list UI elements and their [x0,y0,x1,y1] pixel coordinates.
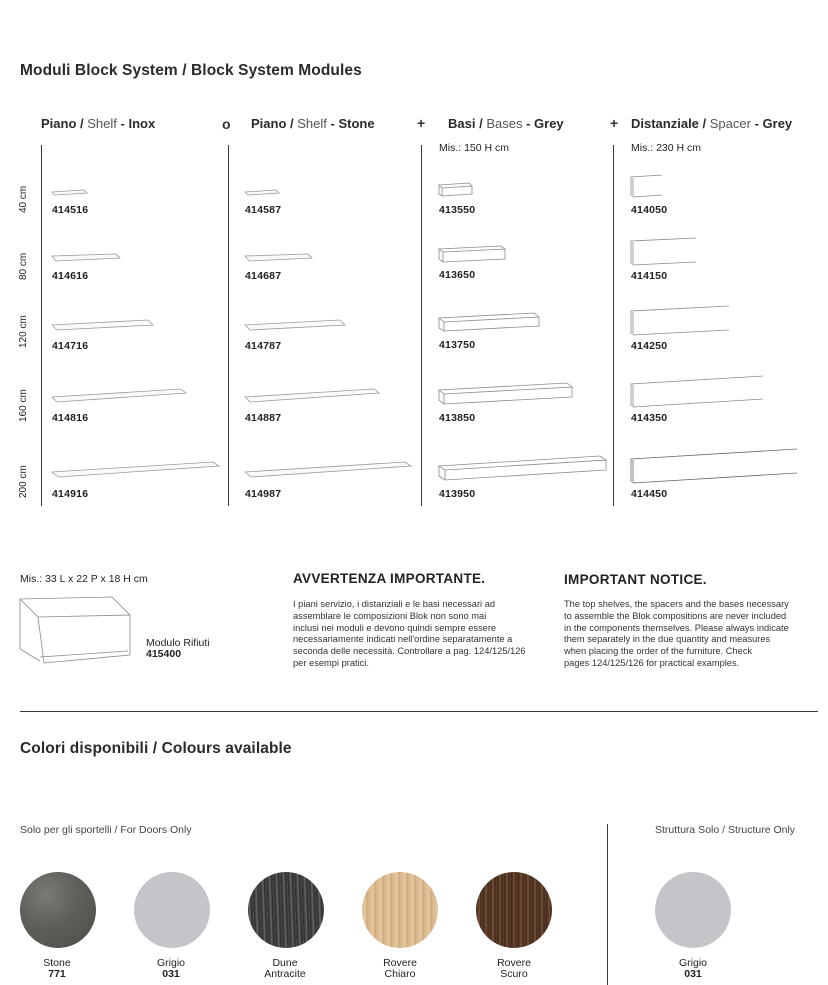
product-code: 414716 [52,340,89,352]
spacer-80-icon [631,238,696,265]
notice-text-en: The top shelves, the spacers and the bases necessary to assemble the Blok compositions are never included in the components themselves. Please always indicate them separately in the due quantity and measures when placing the order of the furniture. Check pages 124/125/126 for practical examples. [564,599,789,668]
notice-text-it: I piani servizio, i distanziali e le basi necessari ad assemblare le composizioni Blok non sono mai inclusi nei moduli e devono quindi sempre essere necessariamente indicati nell'ordine separatamente a seconda delle necessità. Controllare a pag. 124/125/126 per esempi pratici. [293,599,526,668]
swatch-label-grigio: Grigio 031 [156,957,185,980]
row-label-200: 200 cm [18,465,29,498]
notice-title-en: IMPORTANT NOTICE. [564,572,707,587]
product-code: 413550 [439,204,476,216]
product-code: 414516 [52,204,89,216]
product-code: 414987 [245,488,282,500]
page-title: Moduli Block System / Block System Modules [20,62,362,79]
product-code: 414250 [631,340,668,352]
base-40-icon [439,183,472,196]
colours-title: Colori disponibili / Colours available [20,740,292,757]
product-code: 414450 [631,488,668,500]
row-label-80: 80 cm [18,252,29,280]
shelf-stone-80-icon [245,254,312,261]
operator-plus: + [610,115,619,131]
base-120-icon [439,313,539,331]
swatch-label-structure-grigio: Grigio 031 [678,957,707,980]
product-code: 414616 [52,270,89,282]
shelf-stone-120-icon [245,320,345,330]
swatch-rovere-chiaro [362,872,438,948]
product-code: 414916 [52,488,89,500]
product-code: 413650 [439,269,476,281]
base-80-icon [439,246,505,262]
operator-plus: + [417,115,426,131]
spacer-40-icon [631,175,662,197]
spacer-measure: Mis.: 230 H cm [631,142,702,154]
swatch-label-dune-antracite: Dune Antracite [264,957,306,980]
waste-module-label: Modulo Rifiuti 415400 [146,637,210,660]
swatch-label-rovere-scuro: Rovere Scuro [497,957,531,980]
product-code: 414050 [631,204,668,216]
operator-or: o [222,116,231,132]
product-code: 414150 [631,270,668,282]
shelf-stone-160-icon [245,389,379,402]
product-code: 414587 [245,204,282,216]
waste-module-measure: Mis.: 33 L x 22 P x 18 H cm [20,573,148,585]
waste-module-icon [18,593,138,663]
shelf-inox-200-icon [52,462,219,477]
structure-only-label: Struttura Solo / Structure Only [655,824,796,836]
shelf-inox-40-icon [52,190,87,195]
swatch-dune-antracite [248,872,324,948]
notice-title-it: AVVERTENZA IMPORTANTE. [293,571,486,586]
swatch-label-rovere-chiaro: Rovere Chiaro [383,957,417,980]
column-header-shelf-inox: Piano / Shelf - Inox [41,116,156,131]
product-code: 414787 [245,340,282,352]
section-divider [20,711,818,712]
base-200-icon [439,456,606,480]
shelf-stone-200-icon [245,462,411,477]
doors-only-label: Solo per gli sportelli / For Doors Only [20,824,192,836]
shelf-stone-40-icon [245,190,279,195]
swatch-rovere-scuro [476,872,552,948]
product-code: 414816 [52,412,89,424]
bases-measure: Mis.: 150 H cm [439,142,510,154]
spacer-160-icon [631,376,763,407]
swatch-stone [20,872,96,948]
colours-divider [607,824,608,985]
row-label-160: 160 cm [18,389,29,422]
spacer-200-icon [631,449,797,483]
swatch-label-stone: Stone 771 [43,957,71,980]
column-header-spacer-grey: Distanziale / Spacer - Grey [631,116,793,131]
swatch-grigio [134,872,210,948]
product-code: 413750 [439,339,476,351]
spacer-120-icon [631,306,729,335]
product-code: 414350 [631,412,668,424]
column-header-shelf-stone: Piano / Shelf - Stone [251,116,375,131]
row-label-120: 120 cm [18,315,29,348]
product-code: 414687 [245,270,282,282]
base-160-icon [439,383,572,404]
shelf-inox-160-icon [52,389,186,402]
product-code: 413850 [439,412,476,424]
shelf-inox-120-icon [52,320,153,330]
row-label-40: 40 cm [18,185,29,213]
shelf-inox-80-icon [52,254,120,261]
column-header-bases-grey: Basi / Bases - Grey [448,116,564,131]
product-code: 414887 [245,412,282,424]
swatch-structure-grigio [655,872,731,948]
product-code: 413950 [439,488,476,500]
